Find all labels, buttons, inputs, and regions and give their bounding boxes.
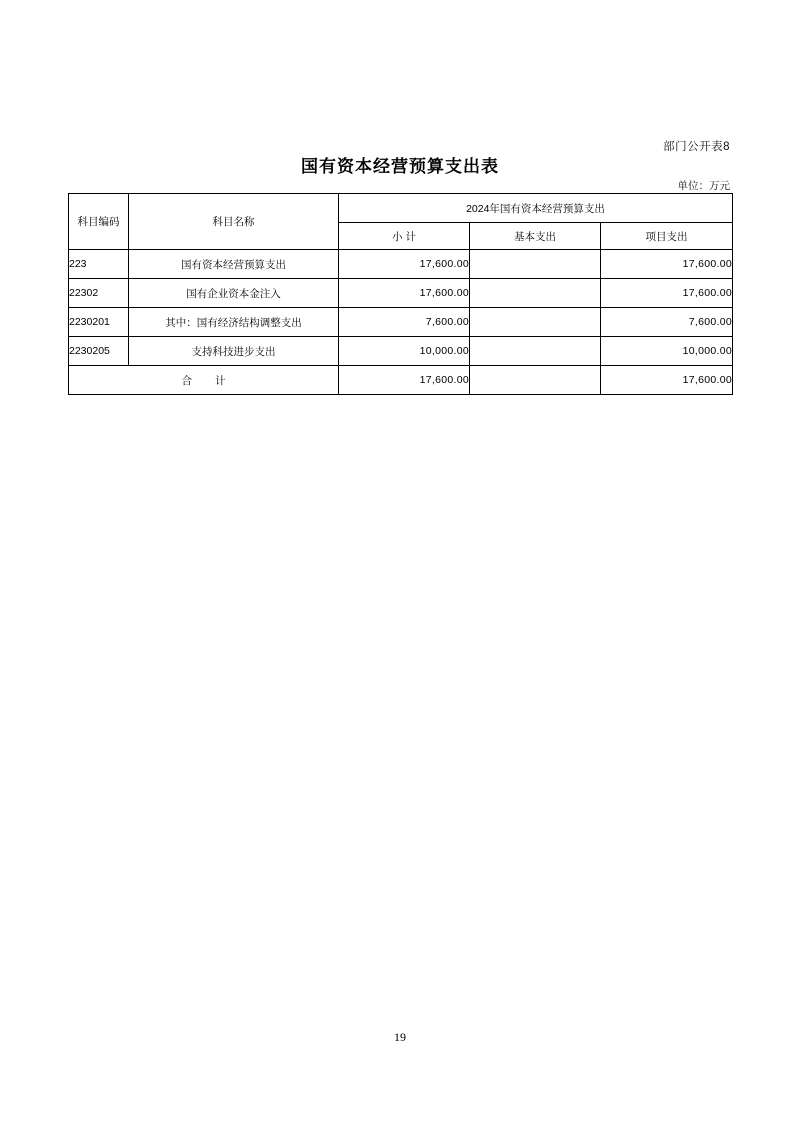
- table-header-row-1: [69, 194, 733, 223]
- cell-code: 22302: [69, 279, 129, 308]
- column-header-basic: 基本支出: [470, 223, 601, 250]
- cell-subtotal: 7,600.00: [339, 308, 470, 337]
- column-header-group: 2024年国有资本经营预算支出: [339, 194, 733, 223]
- cell-basic: [470, 308, 601, 337]
- cell-code: 223: [69, 250, 129, 279]
- cell-project: 7,600.00: [601, 308, 733, 337]
- cell-project: 10,000.00: [601, 337, 733, 366]
- cell-name: 支持科技进步支出: [129, 337, 339, 366]
- cell-code: 2230201: [69, 308, 129, 337]
- unit-note: 单位：万元: [677, 180, 730, 192]
- column-header-name: 科目名称: [129, 194, 339, 250]
- column-header-subtotal: 小 计: [339, 223, 470, 250]
- page-number: 19: [394, 1030, 406, 1044]
- column-header-project: 项目支出: [601, 223, 733, 250]
- table-row: [69, 250, 733, 279]
- table-row: [69, 308, 733, 337]
- form-number-label: 部门公开表8: [663, 141, 730, 153]
- column-header-code: 科目编码: [69, 194, 129, 250]
- cell-name: 国有企业资本金注入: [129, 279, 339, 308]
- cell-name: 国有资本经营预算支出: [129, 250, 339, 279]
- cell-basic: [470, 250, 601, 279]
- cell-total-basic: [470, 366, 601, 395]
- cell-subtotal: 10,000.00: [339, 337, 470, 366]
- cell-basic: [470, 279, 601, 308]
- cell-subtotal: 17,600.00: [339, 279, 470, 308]
- cell-name: 其中：国有经济结构调整支出: [129, 308, 339, 337]
- page-title: 国有资本经营预算支出表: [301, 157, 499, 176]
- cell-project: 17,600.00: [601, 279, 733, 308]
- cell-project: 17,600.00: [601, 250, 733, 279]
- cell-basic: [470, 337, 601, 366]
- table-total-row: [69, 366, 733, 395]
- cell-total-label: 合 计: [69, 366, 339, 395]
- budget-table: [68, 193, 733, 395]
- cell-code: 2230205: [69, 337, 129, 366]
- cell-total-project: 17,600.00: [601, 366, 733, 395]
- table-row: [69, 337, 733, 366]
- table-row: [69, 279, 733, 308]
- cell-subtotal: 17,600.00: [339, 250, 470, 279]
- cell-total-subtotal: 17,600.00: [339, 366, 470, 395]
